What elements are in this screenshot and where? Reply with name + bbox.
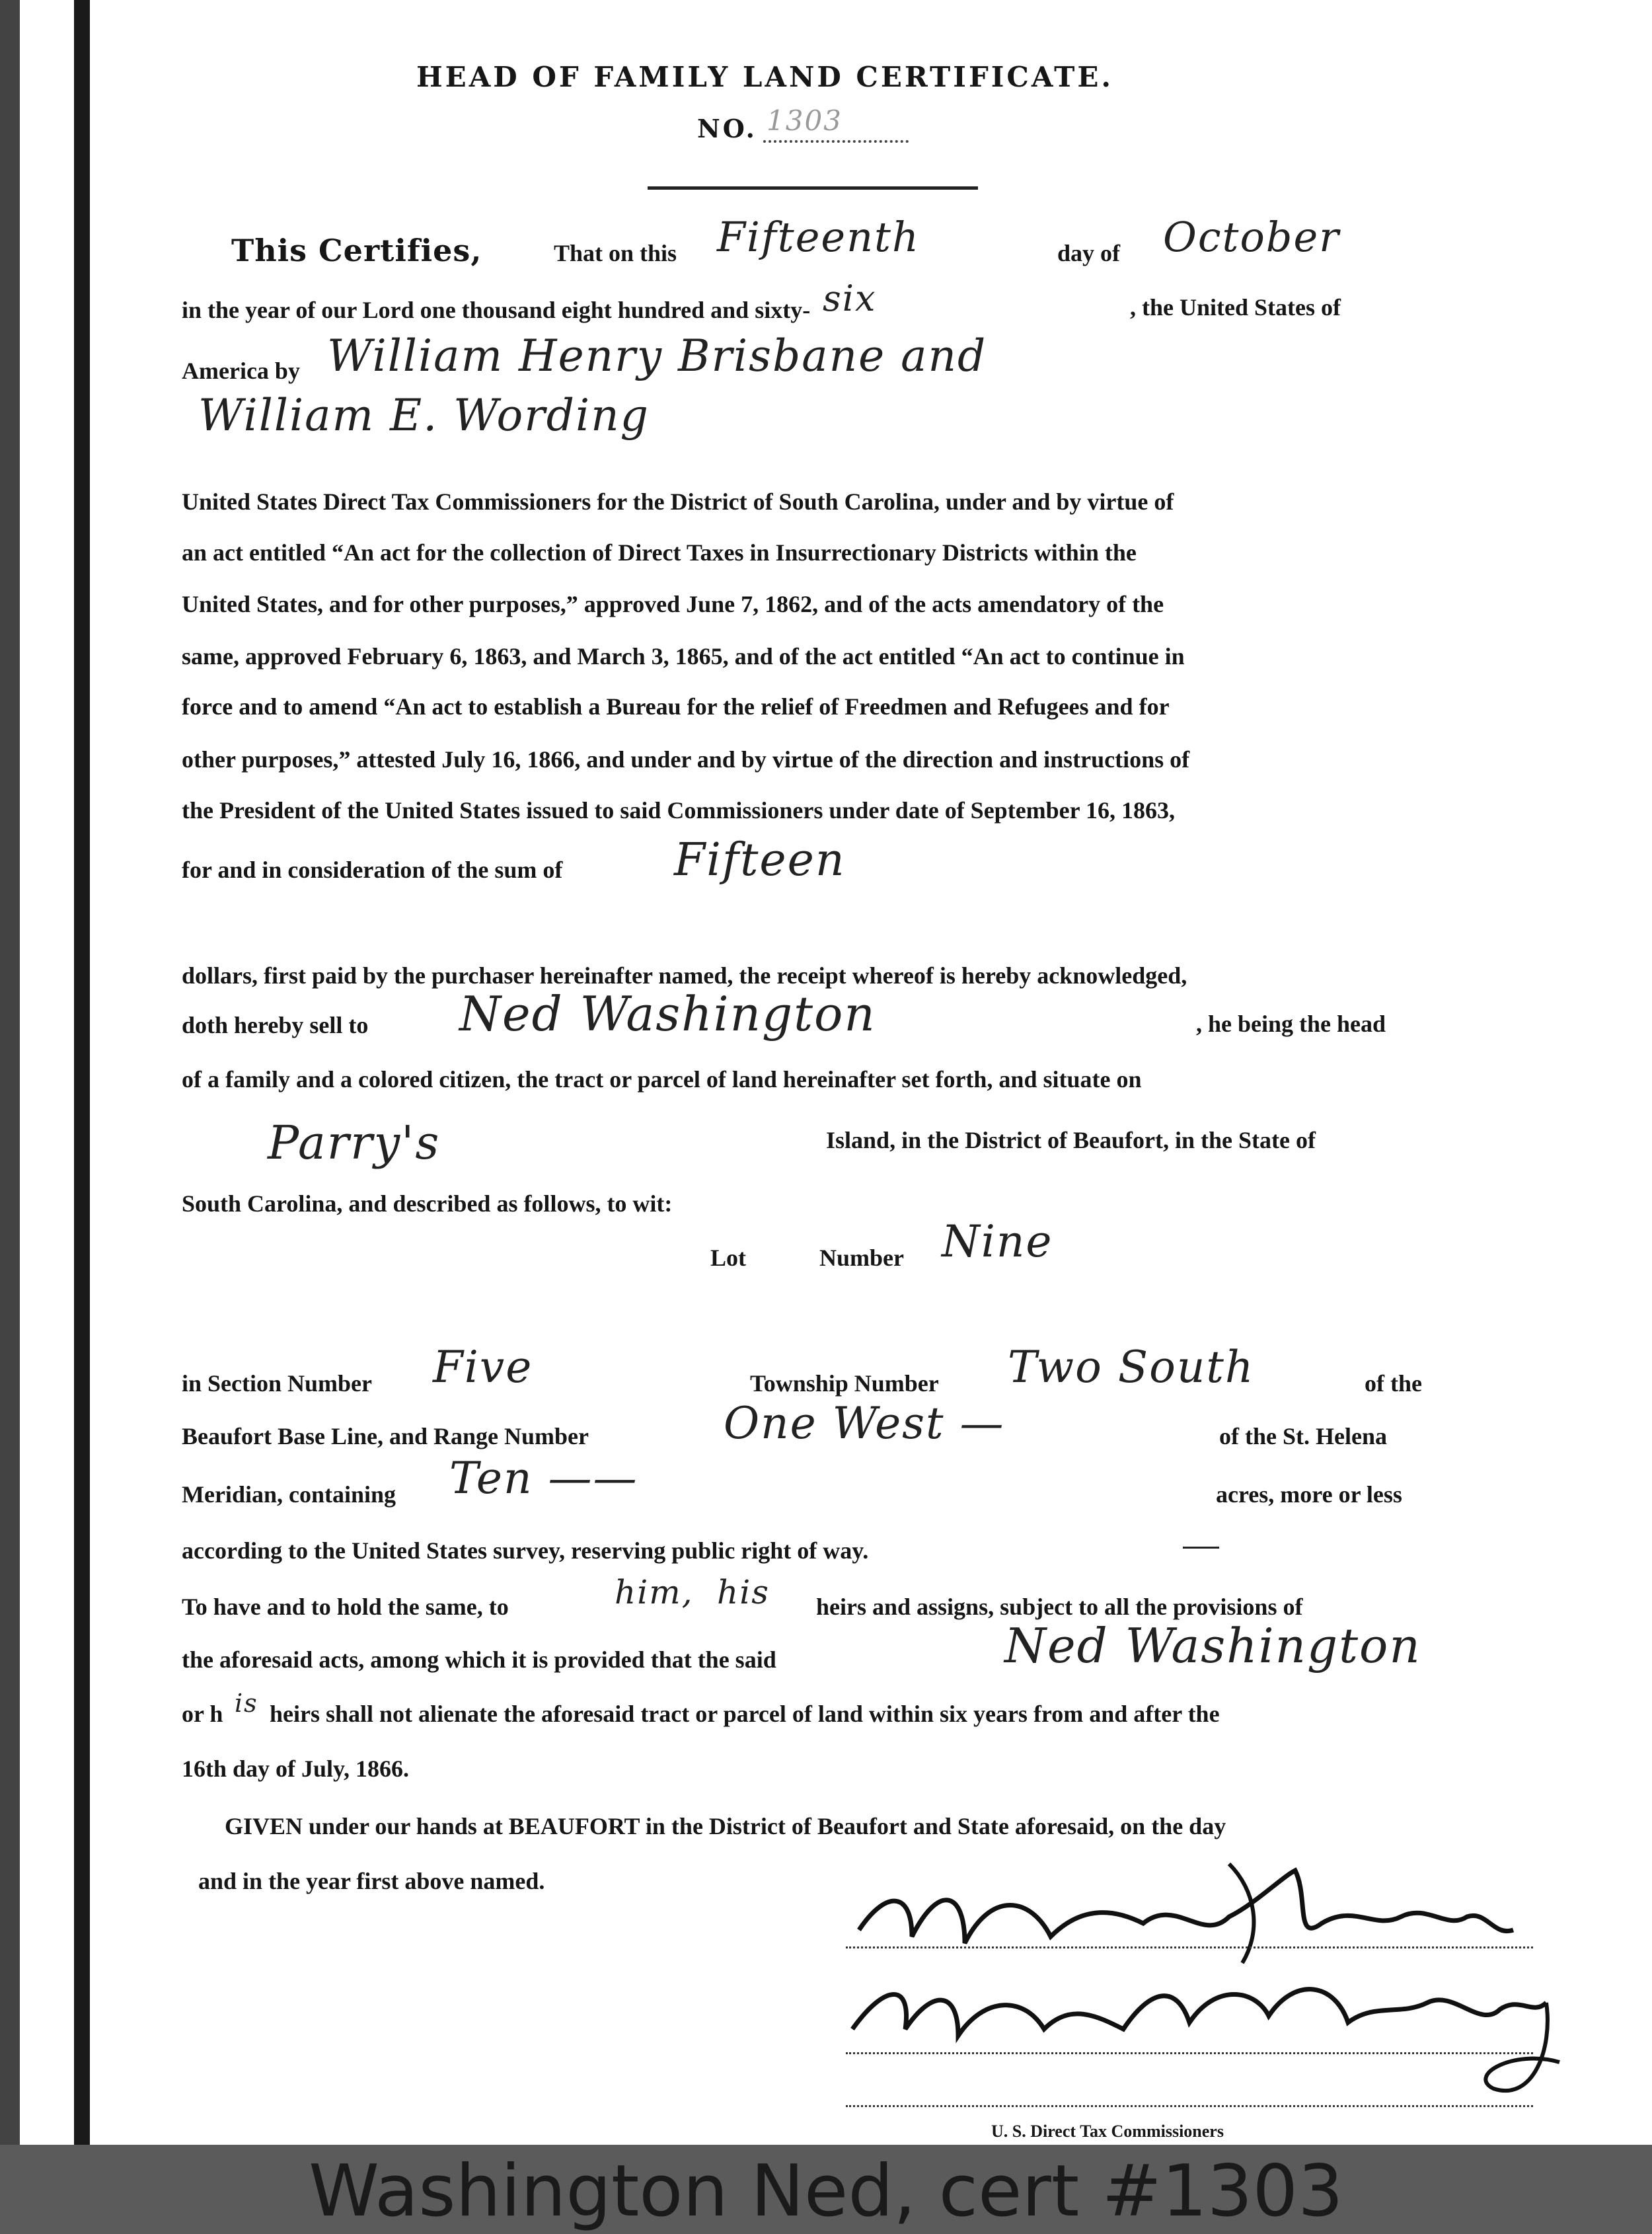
lot-number-label: Number [819,1245,904,1271]
to-have-label: To have and to hold the same, to [182,1594,509,1620]
aforesaid-line: the aforesaid acts, among which it is provided that the said [182,1646,776,1673]
signature-line-3 [846,2105,1533,2107]
this-certifies: This Certifies, [231,233,482,268]
handwritten-sum: Fifteen [674,834,846,886]
certificate-number: 1303 [767,104,843,137]
handwritten-said-name: Ned Washington [1004,1618,1421,1674]
united-states-of: , the United States of [1130,294,1341,321]
alienate-line: heirs shall not alienate the aforesaid tract or parcel of land within six years from and after the [270,1701,1220,1727]
handwritten-township: Two South [1008,1342,1255,1393]
handwritten-island: Parry's [268,1116,441,1170]
commissioner-signatures [833,1851,1586,2128]
body-line-2: an act entitled “An act for the collection of Direct Taxes in Insurrectionary Districts within the [182,539,1137,566]
commissioners-label: U. S. Direct Tax Commissioners [991,2122,1224,2141]
handwritten-range: One West — [724,1398,1005,1449]
handwritten-section: Five [433,1342,533,1393]
certificate-title: HEAD OF FAMILY LAND CERTIFICATE. [416,61,1114,93]
handwritten-commissioners-1: William Henry Brisbane and [327,330,987,381]
certificate-page [99,0,1652,2145]
section-label: in Section Number [182,1370,372,1397]
township-label: Township Number [750,1370,939,1397]
year-line-prefix: in the year of our Lord one thousand eight hundred and sixty- [182,297,811,323]
body-line-7: the President of the United States issued to said Commissioners under date of September 16, 1863, [182,797,1175,824]
caption-text: Washington Ned, cert #1303 [309,2150,1343,2233]
survey-dash [1183,1547,1219,1549]
handwritten-acres: Ten —— [449,1453,638,1504]
consideration-line-a: dollars, first paid by the purchaser hereinafter named, the receipt whereof is hereby acknowledged, [182,962,1187,989]
or-h-label: or h [182,1701,223,1727]
consideration-label: for and in consideration of the sum of [182,857,563,883]
caption-bar [0,2145,1652,2234]
handwritten-purchaser: Ned Washington [459,986,876,1042]
america-by-label: America by [182,358,300,384]
st-helena-label: of the St. Helena [1219,1423,1387,1449]
number-underline [763,140,909,143]
handwritten-pronoun-1: him, [615,1573,694,1611]
scan-shadow [0,0,20,2145]
handwritten-year: six [823,278,877,319]
given-line-1: GIVEN under our hands at BEAUFORT in the District of Beaufort and State aforesaid, on the day [225,1813,1226,1839]
body-line-3: United States, and for other purposes,” approved June 7, 1862, and of the acts amendatory of the [182,591,1164,617]
certificate-no-label: NO. [697,114,757,143]
acres-label: acres, more or less [1216,1481,1402,1508]
doth-hereby-sell: doth hereby sell to [182,1012,369,1038]
consideration-line-c: of a family and a colored citizen, the tract or parcel of land hereinafter set forth, and situate on [182,1066,1142,1093]
handwritten-pronoun-2: his [717,1573,770,1611]
meridian-label: Meridian, containing [182,1481,396,1508]
handwritten-is: is [235,1689,258,1718]
signature-line-1 [846,1946,1533,1948]
given-line-2: and in the year first above named. [198,1868,545,1894]
handwritten-day: Fifteenth [717,213,920,261]
body-line-6: other purposes,” attested July 16, 1866, and under and by virtue of the direction and instructions of [182,746,1190,773]
handwritten-commissioners-2: William E. Wording [198,390,650,441]
handwritten-month: October [1163,213,1340,261]
page-binding-edge [74,0,90,2145]
day-of-label: day of [1057,240,1121,266]
that-on-this: That on this [554,240,677,266]
body-line-4: same, approved February 6, 1863, and March 3, 1865, and of the act entitled “An act to continue in [182,643,1185,670]
island-line: Island, in the District of Beaufort, in the State of [826,1127,1316,1153]
base-line-label: Beaufort Base Line, and Range Number [182,1423,589,1449]
title-rule [648,186,978,190]
of-the-label: of the [1365,1370,1422,1397]
signature-line-2 [846,2052,1533,2054]
south-carolina-line: South Carolina, and described as follows, to wit: [182,1190,673,1217]
body-line-5: force and to amend “An act to establish a Bureau for the relief of Freedmen and Refugees and for [182,693,1170,720]
heirs-line: heirs and assigns, subject to all the provisions of [816,1594,1303,1620]
lot-label: Lot [710,1245,746,1271]
head-of-label: , he being the head [1196,1011,1386,1037]
handwritten-lot-number: Nine [942,1216,1053,1267]
date-line: 16th day of July, 1866. [182,1755,410,1782]
body-line-1: United States Direct Tax Commissioners for the District of South Carolina, under and by virtue of [182,488,1174,515]
survey-line: according to the United States survey, reserving public right of way. [182,1537,869,1564]
scan-left-margin [0,0,99,2145]
